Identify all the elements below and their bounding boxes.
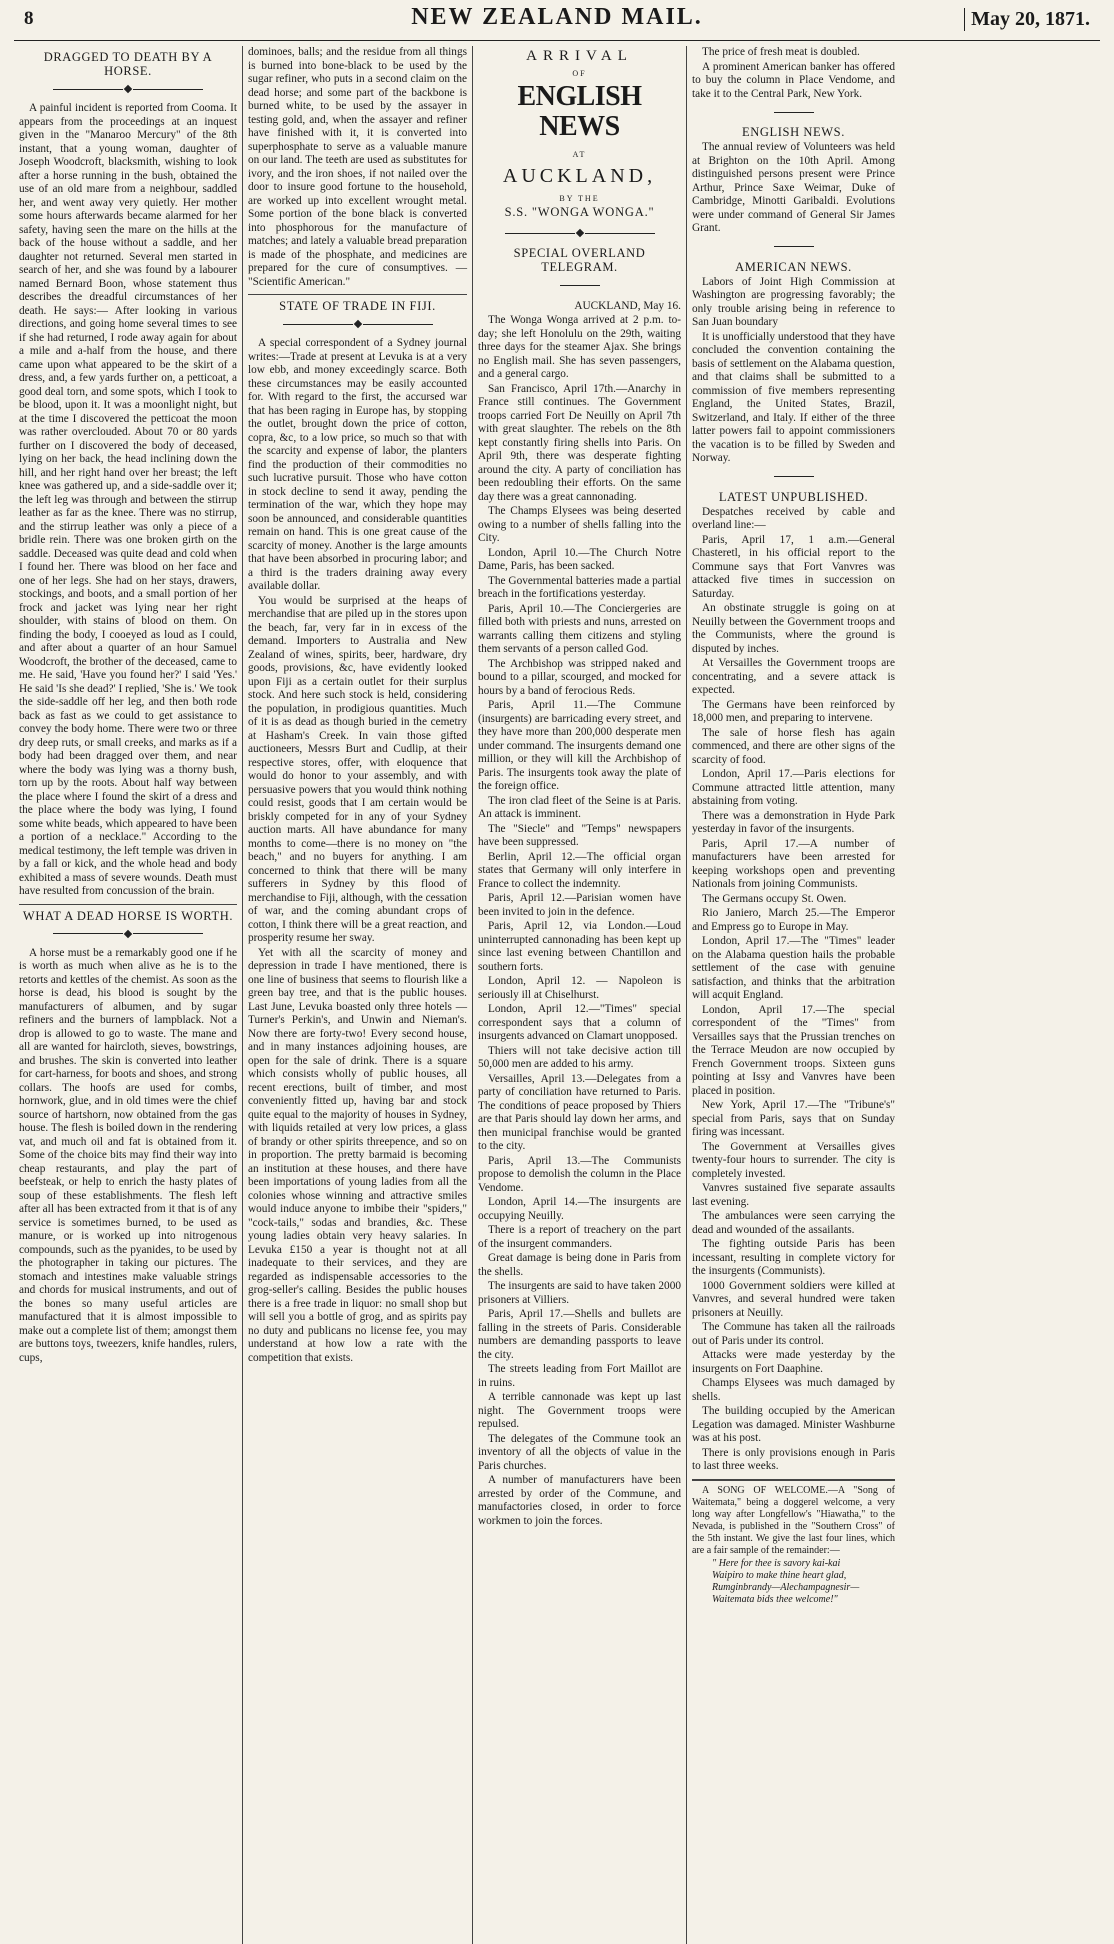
- paragraph: Paris, April 10.—The Conciergeries are filled both with priests and nuns, arrested on warrants calling them citizens and styling them servants of a person called God.: [478, 602, 681, 655]
- headline-ship: S.S. "WONGA WONGA.": [504, 205, 655, 219]
- divider: [19, 904, 237, 905]
- article-title: DRAGGED TO DEATH BY A HORSE.: [43, 50, 213, 78]
- ornament-rule: [478, 224, 681, 242]
- column-3: [472, 46, 686, 1944]
- divider: [692, 1479, 895, 1481]
- paragraph: The Commune has taken all the railroads out of Paris under its control.: [692, 1321, 895, 1347]
- newspaper-title: NEW ZEALAND MAIL.: [411, 4, 703, 30]
- paragraph: London, April 17.—The special correspondent of the "Times" from Versailles says that the Prussian trenches on the Terrace Meudon are now occupied by French Government troops. Sixteen guns pointing at Issy and Vanvres have been placed in position.: [692, 1003, 895, 1097]
- paragraph: The ambulances were seen carrying the dead and wounded of the assailants.: [692, 1210, 895, 1236]
- paragraph: Paris, April 17.—Shells and bullets are falling in the streets of Paris. Considerable numbers are demanding passports to leave the city.: [478, 1308, 681, 1361]
- article-body: A special correspondent of a Sydney journal writes:—Trade at present at Levuka is at a very low ebb, and money exceedingly scarce. Both these circumstances may be easily accounted for. With regard to the first, the accursed war that has been raging in Europe has, by stopping the outlet, brought down the price of cotton, copra, &c, to a low price, so much so that with the scarcity and expense of labor, the planters find the production of their commodities no such lucrative pursuit. Those who have cotton in stock decline to send it away, pending the termination of the war, which they hope may soon be announced, and considerable quantities remain on hand. This is one great cause of the scarcity of money. Another is the large amounts that have been absorbed in procuring labor; and a third is the traders draining away every available dollar.: [248, 337, 467, 592]
- paragraph: London, April 17.—Paris elections for Commune attracted little attention, many abstaining from voting.: [692, 768, 895, 807]
- column-2: [242, 46, 472, 1944]
- article-body: The annual review of Volunteers was held at Brighton on the 10th April. Among distinguished persons present were Prince Arthur, Prince Saxe Weimar, Duke of Cambridge, Minotti Garibaldi. Evolutions were under command of General Sir James Grant.: [692, 141, 895, 234]
- article-body: A painful incident is reported from Cooma. It appears from the proceedings at an inquest given in the "Manaroo Mercury" of the 8th instant, that a young woman, daughter of Joseph Woodcroft, blacksmith, wishing to look after a horse running in the bush, obtained the use of an old mare from a neighbour, saddled her, and went away very quietly. Her mother some hours afterwards became alarmed for her safety, having seen the mare on the hills at the back of the house without a saddle, and her daughter not returned. Several men started in search of her, and she was found by a labourer named Bernard Boon, whose statement thus describes the dreadful circumstances of her death. He says:— After looking in various directions, and going home several times to see if she had returned, I rode away again for about a mile and a-half from the house, and there came upon what appeared to be the skirt of a dress, and, a few yards further on, a petticoat, a good deal torn, and some spots, which I took to be blood, upon it. It was a moonlight night, but at the time I discovered the petticoat the moon was rather overclouded. About 70 or 80 yards further on I discovered the body of deceased, lying on her back, the head inclining down the hill, and her right hand over her breast; the left knee was gathered up, and a side-saddle over it; the left leg was through and between the stirrup leather as far as the knee. There was no stirrup, and the stirrup leather was only a piece of a bridle rein. There was one broken girth on the saddle. Deceased was quite dead and cold when I found her. There was blood on her face and one of her legs. She had on her stays, drawers, stockings, and boots, and a small portion of her frock and jacket was lying near her right shoulder, with stains of blood on them. On finding the body, I cooeyed as loud as I could, and after about a quarter of an hour Samuel Woodcroft, the brother of the deceased, came to me. He said, 'Have you found her?' I said 'Yes.' He said 'Is she dead?' I replied, 'She is.' We took the side-saddle off her leg, and then both rode back as fast as we could to get assistance to convey the body home. There were two or three dry deep ruts, or small creeks, and marks as if a body had been dragged over them, and near where the body was lying was a thorny bush, torn up by the roots. About half way between the place where I found the skirt of a dress and the place where the body was lying, I found some white beads, which appeared to have been a portion of a necklace." According to the medical testimony, the left temple was driven in by a fall or kick, and the whole head and body exhibited a mass of severe wounds. Death must have resulted from concussion of the brain.: [19, 102, 237, 897]
- paragraph: There was a demonstration in Hyde Park yesterday in favor of the insurgents.: [692, 809, 895, 835]
- paragraph: Despatches received by cable and overland line:—: [692, 505, 895, 531]
- page-number: 8: [24, 8, 34, 29]
- paragraph: The Governmental batteries made a partial breach in the fortifications yesterday.: [478, 574, 681, 600]
- headline-at: AT: [572, 150, 587, 159]
- paragraph: There is only provisions enough in Paris to last three weeks.: [692, 1446, 895, 1472]
- paragraph: Paris, April 11.—The Commune (insurgents) are barricading every street, and they have more than 200,000 desperate men under command. The insurgents demand one million, or they will kill the Archbishop of Paris. The insurgents took away the plate of the foreign office.: [478, 699, 681, 792]
- paragraph: A prominent American banker has offered to buy the column in Place Vendome, and take it to the Central Park, New York.: [692, 60, 895, 100]
- paragraph: London, April 10.—The Church Notre Dame, Paris, has been sacked.: [478, 546, 681, 572]
- headline-by-the: BY THE: [559, 194, 600, 203]
- paragraph: The Germans occupy St. Owen.: [702, 892, 847, 905]
- paragraph: The streets leading from Fort Maillot are in ruins.: [478, 1363, 681, 1389]
- paragraph: Versailles, April 13.—Delegates from a party of conciliation have returned to Paris. The conditions of peace proposed by Thiers are that Paris should lay down her arms, and then municipal franchise would be granted to the city.: [478, 1072, 681, 1152]
- paragraph: The Champs Elysees was being deserted owing to a number of shells falling into the City.: [478, 505, 681, 544]
- poem-line: Rumginbrandy—Alechampagnesir—: [712, 1581, 860, 1593]
- paragraph: A terrible cannonade was kept up last night. The Government troops were repulsed.: [478, 1391, 681, 1430]
- paragraph: A number of manufacturers have been arrested by order of the Commune, and manufactories closed, in order to force workmen to join the forces.: [478, 1474, 681, 1527]
- ornament-rule: [478, 276, 681, 294]
- paragraph: Thiers will not take decisive action till 50,000 men are added to his army.: [478, 1044, 681, 1070]
- paragraph: Labors of Joint High Commission at Washington are progressing favorably; the only trouble arising being in reference to San Juan boundary: [692, 275, 895, 328]
- paragraph: The Germans have been reinforced by 18,000 men, and preparing to intervene.: [692, 698, 895, 724]
- paragraph: Paris, April 13.—The Communists propose to demolish the column in the Place Vendome.: [478, 1154, 681, 1194]
- article-title: STATE OF TRADE IN FIJI.: [279, 299, 436, 313]
- article-title: SPECIAL OVERLAND TELEGRAM.: [513, 246, 646, 274]
- poem-line: Waitemata bids thee welcome!": [712, 1593, 838, 1605]
- paragraph: Attacks were made yesterday by the insurgents on Fort Daaphine.: [692, 1349, 895, 1375]
- ornament-rule: [19, 80, 237, 98]
- paragraph: Paris, April 17.—A number of manufacturers have been arrested for keeping workshops open and preventing Nationals from joining Communists.: [692, 837, 895, 890]
- paragraph: The price of fresh meat is doubled.: [702, 46, 860, 58]
- column-1: [14, 46, 242, 1944]
- section-title: LATEST UNPUBLISHED.: [718, 489, 869, 504]
- paragraph: London, April 12.—"Times" special correspondent says that a column of insurgents advanced on Clamart unopposed.: [478, 1003, 681, 1042]
- paragraph: The Wonga Wonga arrived at 2 p.m. to-day; she left Honolulu on the 29th, waiting three days for the steamer Ajax. She brings no English mail. She has seven passengers, and a general cargo.: [478, 314, 681, 380]
- ornament-rule: [19, 925, 237, 943]
- paragraph: The fighting outside Paris has been incessant, resulting in complete victory for the insurgents (Communists).: [692, 1238, 895, 1277]
- article-body: Yet with all the scarcity of money and depression in trade I have mentioned, there is one line of business that seems to flourish like a green bay tree, and that is the public houses. Last June, Levuka boasted only three hotels —Turner's Perkin's, and Unwin and Nieman's. Now there are forty-two! Every second house, and in many instances adjoining houses, are open for the sale of drink. There is a square which consists wholly of public houses, all recent erections, built of timber, and most conveniently fitted up, having bar and stock quite equal to the majority of houses in Sydney, with liquids retailed at very low prices, a glass of brandy or other spirits threepence, and so on in proportion. The pretty barmaid is becoming an institution at these houses, and there have been importations of young ladies from all the colonies whose winning and attractive smiles would induce anyone to imbibe their "spiders," "cock-tails," sodas and brandies, &c. These young ladies obtain very heavy salaries. In Levuka £150 a year is thought not at all inadequate to their services, and they are regarded as indispensable accessories to the grog-seller's calling. Besides the public houses there is a free trade in liquor: no small shop but will sell you a bottle of grog, and as spirits pay no duty and publicans no license fee, you may understand at how low a rate with the competition that exists.: [248, 946, 467, 1364]
- issue-date: May 20, 1871.: [964, 8, 1090, 31]
- paragraph: At Versailles the Government troops are concentrating, and a severe attack is expected.: [692, 657, 895, 696]
- article-title: WHAT A DEAD HORSE IS WORTH.: [22, 908, 234, 923]
- paragraph: London, April 12. — Napoleon is seriously ill at Chiselhurst.: [478, 975, 681, 1001]
- paragraph: Berlin, April 12.—The official organ states that Germany will only interfere in France to collect the indemnity.: [478, 850, 681, 890]
- paragraph: There is a report of treachery on the part of the insurgent commanders.: [478, 1224, 681, 1250]
- paragraph: 1000 Government soldiers were killed at Vanvres, and several hundred were taken prisoners at Neuilly.: [692, 1279, 895, 1319]
- paragraph: The iron clad fleet of the Seine is at Paris. An attack is imminent.: [478, 794, 681, 820]
- article-body: You would be surprised at the heaps of merchandise that are piled up in the stores upon the beach, far, very far in in excess of the demand. Importers to Australia and New Zealand of wines, spirits, beer, hardware, dry goods, provisions, &c, have evidently looked upon Fiji as a certain outlet for their surplus stock. And here such stock is held, considering the population, in prodigious quantities. Much of it is as dead as though buried in the cemetry at Hasham's Creek. In vain those gifted auctioneers, Messrs Burt and Cudlip, at their respective stores, offer, with eloquence that would do honor to your assembly, and with persuasive powers that you would think nothing could resist, goods that I am certain would be briskly competed for in any of your Sydney auction marts. All have abundance for many months to come—there is no money on "the beach," and no buyers for anything. I am concerned to think that there will be many sufferers in Sydney by this flood of merchandise to Fiji, although, with the cessation of war, and the coming abundant crops of cotton, I think there will be a great reaction, and prosperity resume her sway.: [248, 594, 467, 944]
- paragraph: The Archbishop was stripped naked and bound to a pillar, scourged, and mocked for hours by a band of ferocious Reds.: [478, 657, 681, 697]
- columns: [14, 46, 1100, 1944]
- dateline: AUCKLAND, May 16.: [574, 300, 681, 312]
- section-title: AMERICAN NEWS.: [735, 259, 852, 274]
- article-body: A SONG OF WELCOME.—A "Song of Waitemata," being a doggerel welcome, a very long way after Longfellow's "Hiawatha," to the Nevada, is published in the "Southern Cross" of the 5th instant. We give the last four lines, which are a fair sample of the remainder:—: [692, 1484, 895, 1556]
- column-4: [686, 46, 900, 1944]
- headline-english-news: ENGLISH NEWS: [517, 81, 642, 142]
- paragraph: Paris, April 12, via London.—Loud uninterrupted cannonading has been kept up since last evening between Chantillon and southern forts.: [478, 920, 681, 973]
- paragraph: The building occupied by the American Legation was damaged. Minister Washburne was at his post.: [692, 1405, 895, 1444]
- poem-line: Waipiro to make thine heart glad,: [712, 1569, 847, 1581]
- paragraph: The sale of horse flesh has again commenced, and there are other signs of the scarcity of food.: [692, 726, 895, 766]
- headline-arrival: ARRIVAL: [526, 48, 633, 64]
- ornament-rule: [692, 238, 895, 256]
- headline-of: OF: [572, 69, 587, 78]
- divider: [248, 294, 467, 295]
- song-of-welcome: [692, 1485, 895, 1606]
- ornament-rule: [692, 103, 895, 121]
- paragraph: The Government at Versailles gives twenty-four hours to surrender. The city is completely invested.: [692, 1140, 895, 1180]
- paragraph: London, April 14.—The insurgents are occupying Neuilly.: [478, 1196, 681, 1222]
- headline-auckland: AUCKLAND,: [502, 165, 657, 187]
- paragraph: An obstinate struggle is going on at Neuilly between the Government troops and the Communists, where the ground is disputed by inches.: [692, 602, 895, 655]
- paragraph: The "Siecle" and "Temps" newspapers have been suppressed.: [478, 822, 681, 848]
- paragraph: It is unofficially understood that they have concluded the convention containing the basis of settlement on the Alabama question, and that claims shall be submitted to a commission of five members representing England, the United States, Brazil, Switzerland, and Italy. If either of the three latter powers fail to appoint commissioners the vacation is to be filled by Sweden and Norway.: [692, 330, 895, 464]
- paragraph: San Francisco, April 17th.—Anarchy in France still continues. The Government troops carried Fort De Neuilly on April 7th with great slaughter. The rebels on the 8th kept constantly firing shells into Paris. On April 9th, there was desperate fighting around the city. A party of conciliation has been redoubling their efforts. On the same day there was a great cannonading.: [478, 382, 681, 503]
- ornament-rule: [248, 315, 467, 333]
- paragraph: New York, April 17.—The "Tribune's" special from Paris, says that on Sunday firing was incessant.: [692, 1099, 895, 1138]
- paragraph: The delegates of the Commune took an inventory of all the objects of value in the Paris churches.: [478, 1432, 681, 1472]
- poem: [692, 1558, 895, 1606]
- american-paragraphs: [692, 276, 895, 466]
- paragraph: London, April 17.—The "Times" leader on the Alabama question hails the probable settlement of the case with genuine satisfaction, and thinks that the arbitration will acquit England.: [692, 935, 895, 1001]
- paragraph: Paris, April 17, 1 a.m.—General Chasteretl, in his official report to the Commune says that Fort Vanvres was attacked five times in succession on Saturday.: [692, 533, 895, 600]
- section-title: ENGLISH NEWS.: [742, 125, 845, 139]
- paragraph: Vanvres sustained five separate assaults last evening.: [692, 1182, 895, 1208]
- paragraph: Paris, April 12.—Parisian women have been invited to join in the defence.: [478, 892, 681, 918]
- paragraph: Great damage is being done in Paris from the shells.: [478, 1252, 681, 1278]
- paragraph: Rio Janiero, March 25.—The Emperor and Empress go to Europe in May.: [692, 907, 895, 933]
- latest-paragraphs: [692, 506, 895, 1474]
- article-body: A horse must be a remarkably good one if he is worth as much when alive as he is to the retorts and kettles of the chemist. As soon as the horse is dead, his blood is sought by the manufacturers of albumen, and by sugar refiners and the burners of lampblack. Not a drop is allowed to go to waste. The mane and all are wanted for haircloth, sieves, bowstrings, and brushes. The skin is converted into leather for cart-harness, for boots and shoes, and strong collars. The hoofs are used for combs, hornwork, glue, and in old times were the chief source of hartshorn, now obtained from the gas house. The flesh is boiled down in the rendering vat, and much oil and fat is obtained from it. Some of the choice bits may find their way into cheap restaurants, and play the part of beefsteak, or help to enrich the hasty plates of soup of these establishments. The flesh left after all has been extracted from it that is of any service is sometimes burned, to be used as manure, or is worked up into nitrogenous compounds, such as the pyanides, to be used by the photographer in taking our pictures. The stomach and intestines make valuable strings and chords for musical instruments, and out of the bones so many useful articles are manufactured that it is almost impossible to make out a complete list of them; amongst them are buttons toys, tweezers, knife handles, rulers, cups,: [19, 946, 237, 1364]
- paragraph: Champs Elysees was much damaged by shells.: [692, 1377, 895, 1403]
- poem-line: " Here for thee is savory kai-kai: [712, 1557, 841, 1569]
- paragraph: The insurgents are said to have taken 2000 prisoners at Villiers.: [478, 1280, 681, 1306]
- ornament-rule: [692, 468, 895, 486]
- masthead: [14, 6, 1100, 41]
- telegram-paragraphs: [478, 314, 681, 1528]
- continued-paragraphs: [692, 46, 895, 101]
- article-body: dominoes, balls; and the residue from all things is burned into bone-black to be used by the sugar refiner, who puts in a second claim on the dead horse; and some part of the backbone is burned white, to be used by the assayer in testing gold, and, when the assayer and refiner have finished with it, it is converted into superphosphate to serve as a valuable manure on our land. The teeth are used as substitutes for ivory, and the iron shoes, if not nailed over the door to insure good fortune to the household, are worked up into excellent wrought metal. Some portion of the bone black is converted into phosphorous for the manufacture of matches; and lately a valuable bread preparation is made of the phosphate, and medicines are prepared for the cure of consumptives. — "Scientific American.": [248, 46, 467, 288]
